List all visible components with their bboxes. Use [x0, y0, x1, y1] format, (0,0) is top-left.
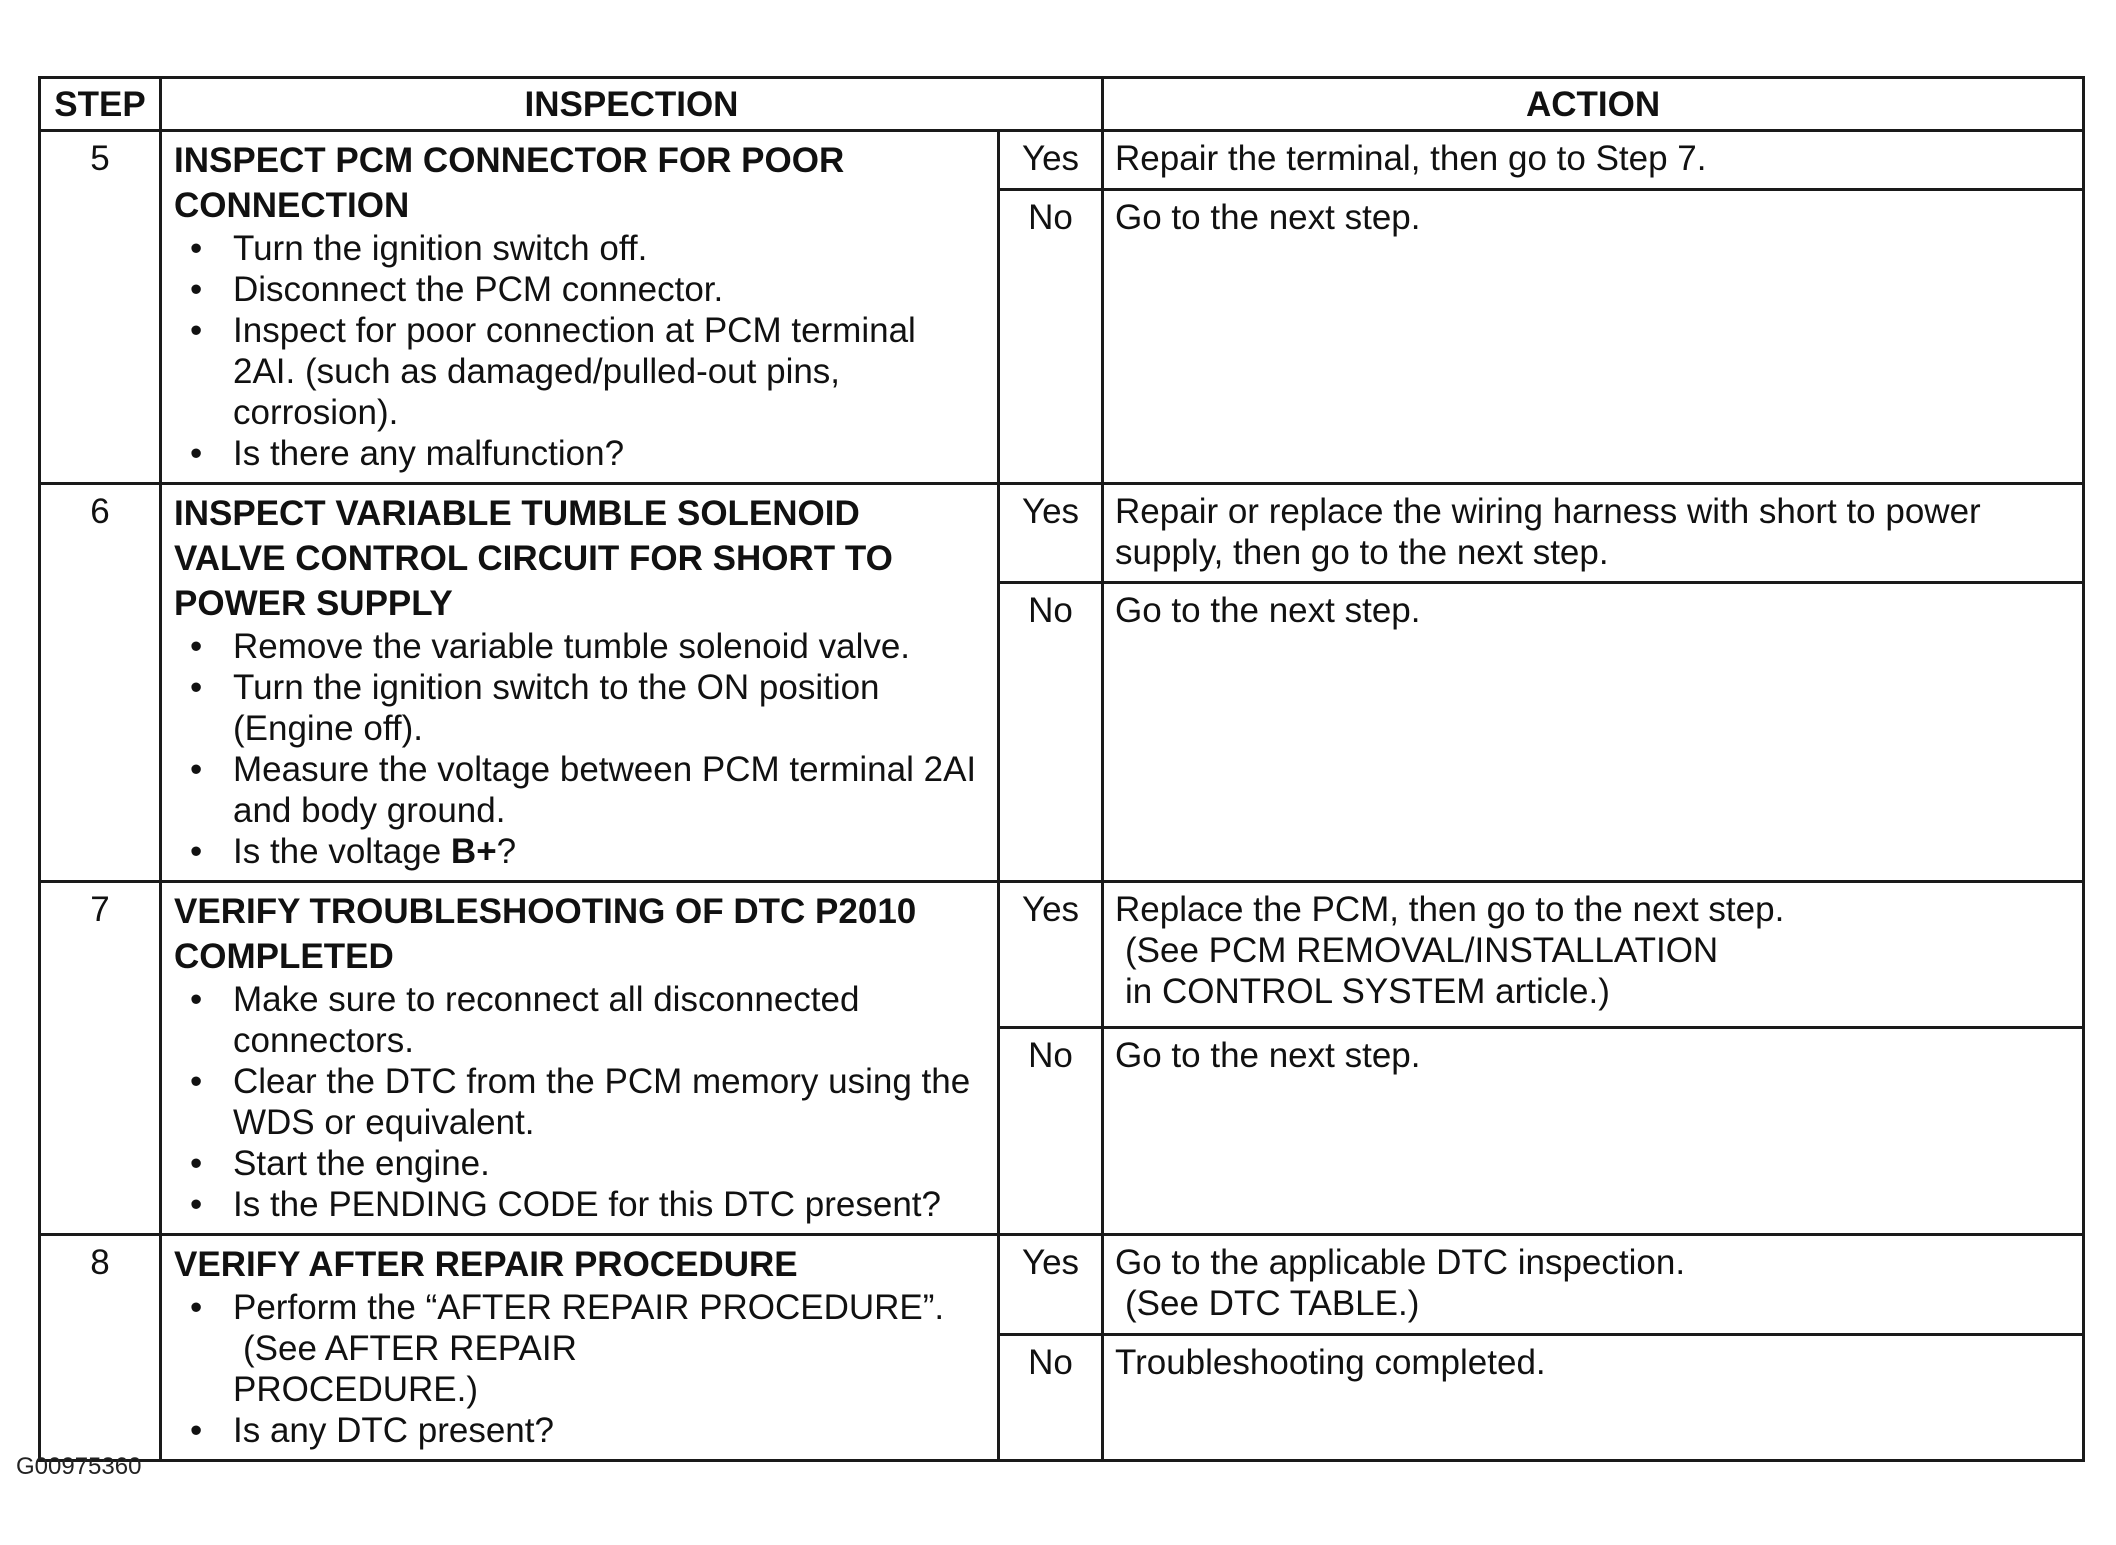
action-line: in CONTROL SYSTEM article.) — [1125, 972, 1610, 1011]
inspection-title-line: INSPECT VARIABLE TUMBLE SOLENOID — [174, 494, 860, 533]
inspection-bullet-list — [174, 626, 983, 872]
header-step: STEP — [40, 78, 161, 131]
inspection-bullet-list — [174, 228, 983, 474]
yes-action — [1103, 882, 2084, 1028]
step-number: 7 — [40, 882, 161, 1235]
table-row — [40, 484, 2084, 583]
inspection-cell — [161, 882, 999, 1235]
action-line: Repair or replace the wiring harness with short to power — [1115, 492, 1981, 531]
header-action: ACTION — [1103, 78, 2084, 131]
inspection-title-line: CONNECTION — [174, 186, 410, 225]
step-number: 5 — [40, 131, 161, 484]
no-label: No — [999, 583, 1103, 882]
no-label: No — [999, 1028, 1103, 1235]
table-row — [40, 882, 2084, 1028]
no-action: Go to the next step. — [1103, 190, 2084, 484]
bullet-text: (See AFTER REPAIR — [243, 1329, 577, 1368]
table-row — [40, 131, 2084, 190]
inspection-bullet: • Clear the DTC from the PCM memory using the WDS or equivalent. — [174, 1061, 983, 1143]
bullet-text: Is the voltage — [233, 832, 451, 871]
no-action: Go to the next step. — [1103, 583, 2084, 882]
inspection-bullet — [174, 1287, 983, 1410]
inspection-bullet: • Turn the ignition switch to the ON position (Engine off). — [174, 667, 983, 749]
inspection-bullet: • Start the engine. — [174, 1143, 983, 1184]
inspection-title-line: VALVE CONTROL CIRCUIT FOR SHORT TO — [174, 539, 893, 578]
table-header-row — [40, 78, 2084, 131]
inspection-title-line: POWER SUPPLY — [174, 584, 453, 623]
inspection-title — [174, 889, 983, 979]
inspection-bullet: • Measure the voltage between PCM terminal 2AI and body ground. — [174, 749, 983, 831]
action-line: (See DTC TABLE.) — [1125, 1284, 1420, 1323]
step-number: 6 — [40, 484, 161, 882]
inspection-bullet: • Inspect for poor connection at PCM terminal 2AI. (such as damaged/pulled-out pins, corrosion). — [174, 310, 983, 433]
inspection-cell — [161, 484, 999, 882]
inspection-bullet: • Make sure to reconnect all disconnected connectors. — [174, 979, 983, 1061]
yes-action — [1103, 484, 2084, 583]
action-line: supply, then go to the next step. — [1115, 533, 1609, 572]
step-number: 8 — [40, 1235, 161, 1461]
yes-label: Yes — [999, 1235, 1103, 1335]
bullet-text: PROCEDURE.) — [233, 1370, 479, 1409]
figure-code: G00975360 — [16, 1453, 142, 1480]
bullet-text: ? — [496, 832, 517, 871]
inspection-bullet-list — [174, 979, 983, 1225]
no-label: No — [999, 1335, 1103, 1461]
inspection-title-line: VERIFY TROUBLESHOOTING OF DTC P2010 — [174, 892, 917, 931]
no-action: Go to the next step. — [1103, 1028, 2084, 1235]
inspection-bullet — [174, 831, 983, 872]
no-action: Troubleshooting completed. — [1103, 1335, 2084, 1461]
yes-action: Repair the terminal, then go to Step 7. — [1103, 131, 2084, 190]
inspection-title — [174, 491, 983, 626]
inspection-title — [174, 1242, 983, 1287]
no-label: No — [999, 190, 1103, 484]
action-line: (See PCM REMOVAL/INSTALLATION — [1125, 931, 1719, 970]
inspection-title — [174, 138, 983, 228]
header-inspection: INSPECTION — [161, 78, 1103, 131]
inspection-cell — [161, 1235, 999, 1461]
yes-label: Yes — [999, 131, 1103, 190]
inspection-cell — [161, 131, 999, 484]
action-line: Replace the PCM, then go to the next step. — [1115, 890, 1785, 929]
inspection-bullet: • Is any DTC present? — [174, 1410, 983, 1451]
action-line: Go to the applicable DTC inspection. — [1115, 1243, 1686, 1282]
inspection-bullet: • Turn the ignition switch off. — [174, 228, 983, 269]
table-row — [40, 1235, 2084, 1335]
yes-label: Yes — [999, 882, 1103, 1028]
inspection-bullet: • Disconnect the PCM connector. — [174, 269, 983, 310]
inspection-title-line: COMPLETED — [174, 937, 394, 976]
inspection-bullet: • Is the PENDING CODE for this DTC present? — [174, 1184, 983, 1225]
yes-label: Yes — [999, 484, 1103, 583]
bullet-text: Perform the “AFTER REPAIR PROCEDURE”. — [233, 1288, 945, 1327]
inspection-bullet-list — [174, 1287, 983, 1451]
yes-action — [1103, 1235, 2084, 1335]
inspection-title-line: VERIFY AFTER REPAIR PROCEDURE — [174, 1245, 798, 1284]
inspection-bullet: • Is there any malfunction? — [174, 433, 983, 474]
voltage-value: B+ — [450, 832, 497, 871]
diagnostic-procedure-table — [38, 76, 2085, 1462]
inspection-title-line: INSPECT PCM CONNECTOR FOR POOR — [174, 141, 845, 180]
inspection-bullet: • Remove the variable tumble solenoid valve. — [174, 626, 983, 667]
